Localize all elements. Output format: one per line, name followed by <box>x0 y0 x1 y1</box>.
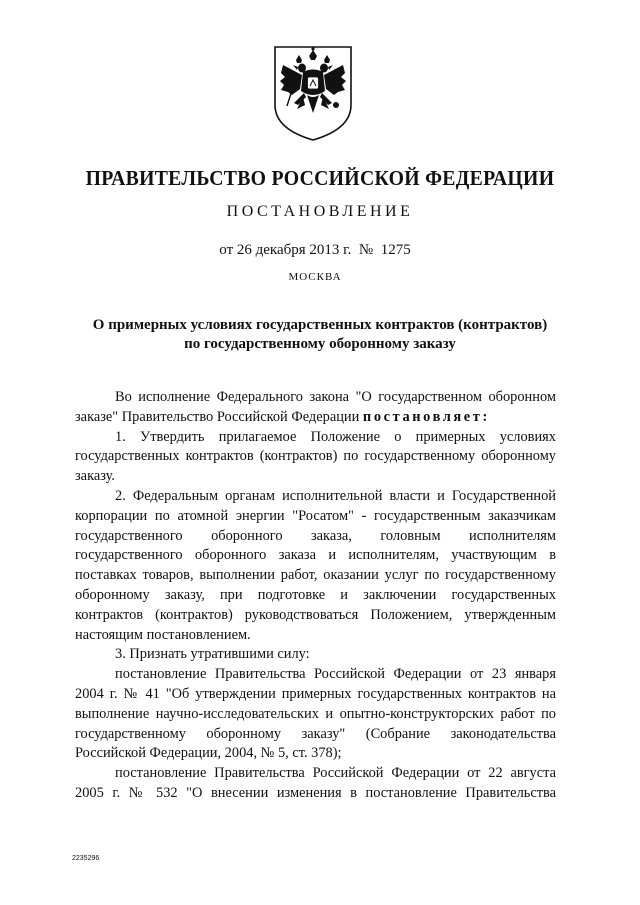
decree-word: постановляет: <box>362 408 490 425</box>
item-2-paragraph: 2. Федеральным органам исполнительной власти и Государственной корпорации по атомной энергии "Росатом" - государственным заказчикам государственного оборонного заказа, головным исполнителям государственного оборонного заказа и исполнителям, участвующим в поставках товаров, выполнении работ, оказании услуг по государственному оборонному заказу, при подготовке и заключении государственных контрактов (контрактов) руководствоваться Положением, утвержденным настоящим постановлением. <box>75 487 556 643</box>
repeal-1-paragraph: постановление Правительства Российской Федерации от 23 января 2004 г. № 41 "Об утверждении примерных государственных контрактов на выполнение научно-исследовательских и опытно-конструкторских работ по государственному оборонному заказу" (Собрание законодательства Российской Федерации, 2004, № 5, ст. 378); <box>75 666 556 762</box>
document-body <box>75 388 556 804</box>
document-date-number: от 26 декабря 2013 г. № 1275 <box>219 242 411 258</box>
government-title: ПРАВИТЕЛЬСТВО РОССИЙСКОЙ ФЕДЕРАЦИИ <box>85 166 555 190</box>
intro-paragraph <box>75 388 556 428</box>
intro-text: Во исполнение Федерального закона "О государственном оборонном заказе" Правительство Российской Федерации <box>75 389 556 425</box>
subject-line-2: по государственному оборонному заказу <box>184 336 456 352</box>
item-3-paragraph: 3. Признать утратившими силу: <box>115 646 310 663</box>
coat-of-arms-icon <box>269 43 357 143</box>
document-subject <box>60 316 580 354</box>
repeal-2-paragraph: постановление Правительства Российской Федерации от 22 августа 2005 г. № 532 "О внесении изменения в постановление Правительства <box>75 765 556 801</box>
document-city: МОСКВА <box>288 271 342 283</box>
document-type: ПОСТАНОВЛЕНИЕ <box>226 203 414 220</box>
subject-line-1: О примерных условиях государственных контрактов (контрактов) <box>92 317 548 333</box>
item-1-paragraph: 1. Утвердить прилагаемое Положение о примерных условиях государственных контрактов (контрактов) по государственному оборонному заказу. <box>75 428 556 485</box>
footer-document-code: 2235296 <box>72 855 100 862</box>
